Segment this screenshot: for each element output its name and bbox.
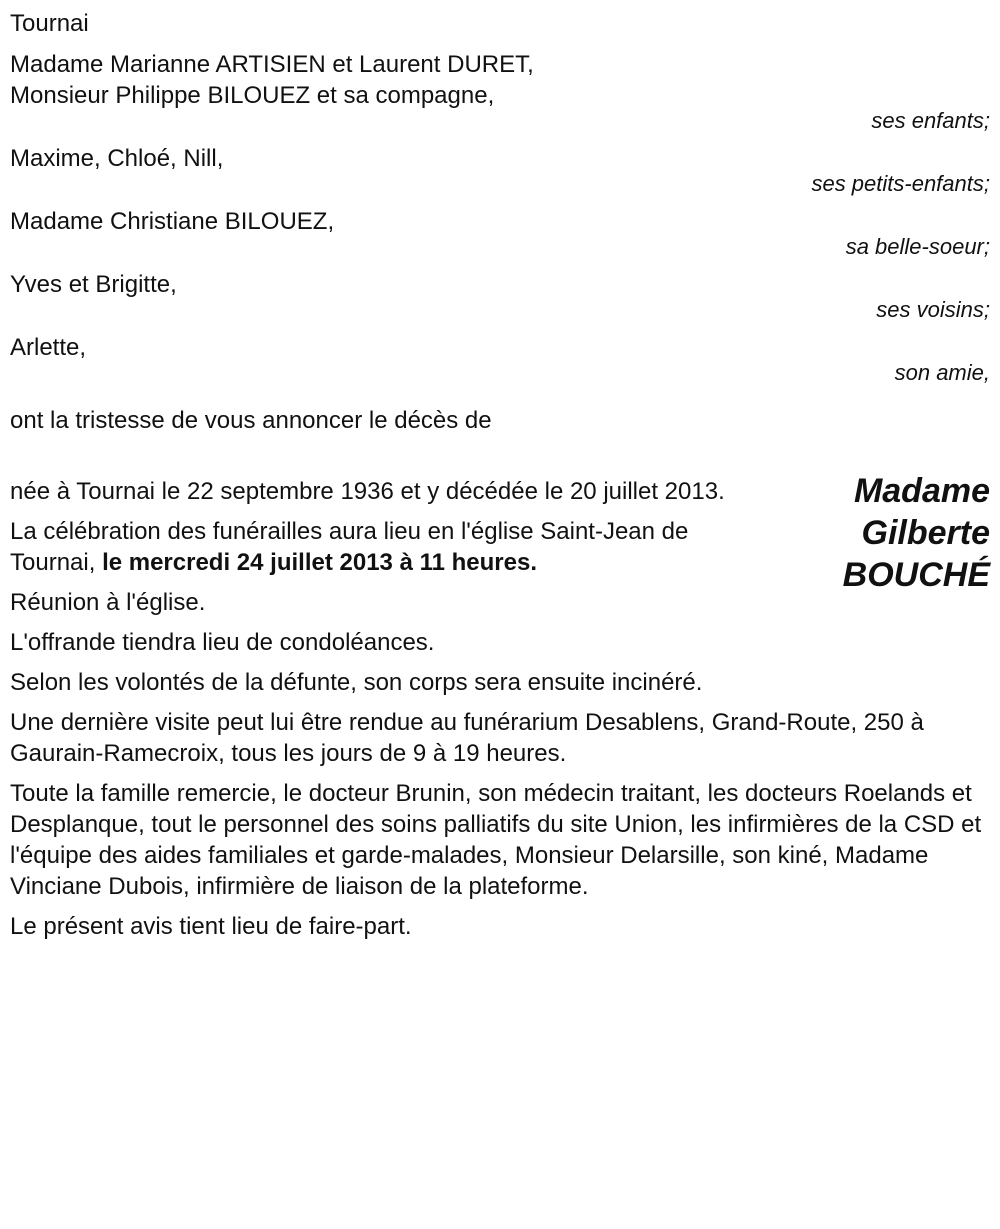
family-name: Arlette,	[10, 334, 87, 361]
paragraph: Selon les volontés de la défunte, son corps sera ensuite incinéré.	[10, 669, 703, 696]
funeral-text: La célébration des funérailles aura lieu en l'église Saint-Jean de Tournai,	[10, 518, 689, 576]
family-group	[10, 269, 990, 322]
relation-label: ses voisins;	[876, 297, 990, 322]
family-group	[10, 143, 990, 196]
funeral-date: le mercredi 24 juillet 2013 à 11 heures.	[102, 549, 537, 576]
relation-label: son amie,	[894, 360, 990, 385]
paragraph: Le présent avis tient lieu de faire-part.	[10, 913, 412, 940]
obituary-notice	[10, 8, 990, 942]
family-name: Yves et Brigitte,	[10, 271, 177, 298]
paragraph: Réunion à l'église.	[10, 589, 206, 616]
announcement: ont la tristesse de vous annoncer le décès de	[10, 407, 492, 434]
family-group	[10, 49, 990, 133]
funeral-info	[10, 516, 770, 578]
deceased-last-name: BOUCHÉ	[842, 556, 990, 594]
city: Tournai	[10, 10, 89, 37]
relation-label: ses petits-enfants;	[811, 171, 990, 196]
deceased-first-name: Gilberte	[861, 514, 990, 552]
main-section	[10, 472, 990, 942]
family-name: Maxime, Chloé, Nill,	[10, 145, 224, 172]
deceased-title: Madame	[853, 472, 990, 510]
family-group	[10, 206, 990, 259]
family-group	[10, 332, 990, 385]
birth-death: née à Tournai le 22 septembre 1936 et y décédée le 20 juillet 2013.	[10, 478, 725, 505]
family-name: Madame Christiane BILOUEZ,	[10, 208, 335, 235]
family-name: Madame Marianne ARTISIEN et Laurent DURET,	[10, 51, 534, 78]
paragraph: Une dernière visite peut lui être rendue au funérarium Desablens, Grand-Route, 250 à Gaurain-Ramecroix, tous les jours de 9 à 19 heures.	[10, 709, 924, 767]
relation-label: ses enfants;	[871, 108, 990, 133]
paragraph: Toute la famille remercie, le docteur Brunin, son médecin traitant, les docteurs Roelands et Desplanque, tout le personnel des soins palliatifs du site Union, les infirmières de la CSD et l'équipe des aides familiales et garde-malades, Monsieur Delarsille, son kiné, Madame Vinciane Dubois, infirmière de liaison de la plateforme.	[10, 780, 982, 900]
relation-label: sa belle-soeur;	[845, 234, 990, 259]
family-name: Monsieur Philippe BILOUEZ et sa compagne,	[10, 82, 495, 109]
deceased-name	[760, 470, 990, 596]
paragraph: L'offrande tiendra lieu de condoléances.	[10, 629, 435, 656]
